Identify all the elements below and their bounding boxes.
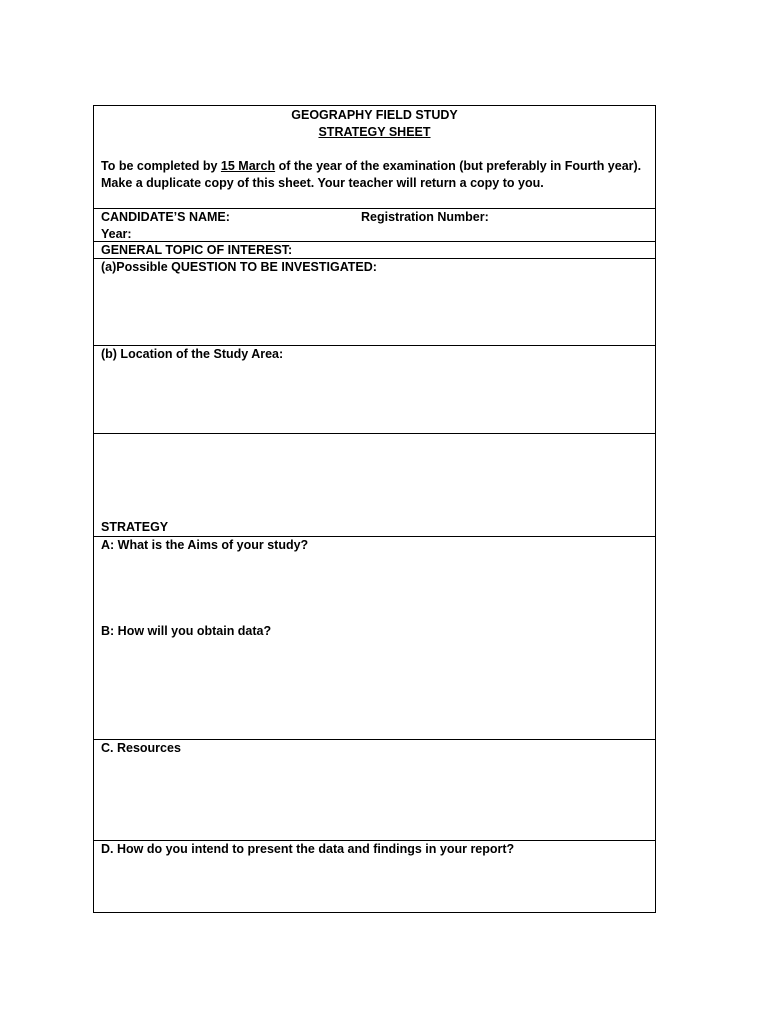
- deadline-date: 15 March: [220, 159, 276, 173]
- strategy-sheet-form: [93, 105, 656, 913]
- form-subtitle: STRATEGY SHEET: [318, 125, 431, 139]
- question-label: (a)Possible QUESTION TO BE INVESTIGATED:: [101, 260, 377, 274]
- aims-row[interactable]: [94, 536, 655, 739]
- form-header: [94, 106, 655, 208]
- strategy-label: STRATEGY: [101, 520, 169, 534]
- instruction-line-1: To be completed by 15 March of the year of the examination (but preferably in Fourth year).: [101, 159, 642, 173]
- year-label: Year:: [101, 227, 132, 241]
- present-label: D. How do you intend to present the data and findings in your report?: [101, 842, 515, 856]
- general-topic-label: GENERAL TOPIC OF INTEREST:: [101, 243, 293, 257]
- location-row[interactable]: [94, 345, 655, 433]
- resources-label: C. Resources: [101, 741, 181, 755]
- location-label: (b) Location of the Study Area:: [101, 347, 284, 361]
- registration-number-label: Registration Number:: [361, 210, 489, 224]
- instruction-line-2: Make a duplicate copy of this sheet. Your teacher will return a copy to you.: [101, 176, 544, 190]
- candidate-row[interactable]: [94, 208, 655, 241]
- present-row[interactable]: [94, 840, 655, 912]
- candidate-name-label: CANDIDATE’S NAME:: [101, 210, 230, 224]
- form-title: GEOGRAPHY FIELD STUDY: [291, 108, 458, 122]
- general-topic-row[interactable]: [94, 241, 655, 258]
- question-row[interactable]: [94, 258, 655, 345]
- resources-row[interactable]: [94, 739, 655, 840]
- strategy-header-row[interactable]: [94, 433, 655, 536]
- obtain-data-label: B: How will you obtain data?: [101, 624, 272, 638]
- aims-label: A: What is the Aims of your study?: [101, 538, 309, 552]
